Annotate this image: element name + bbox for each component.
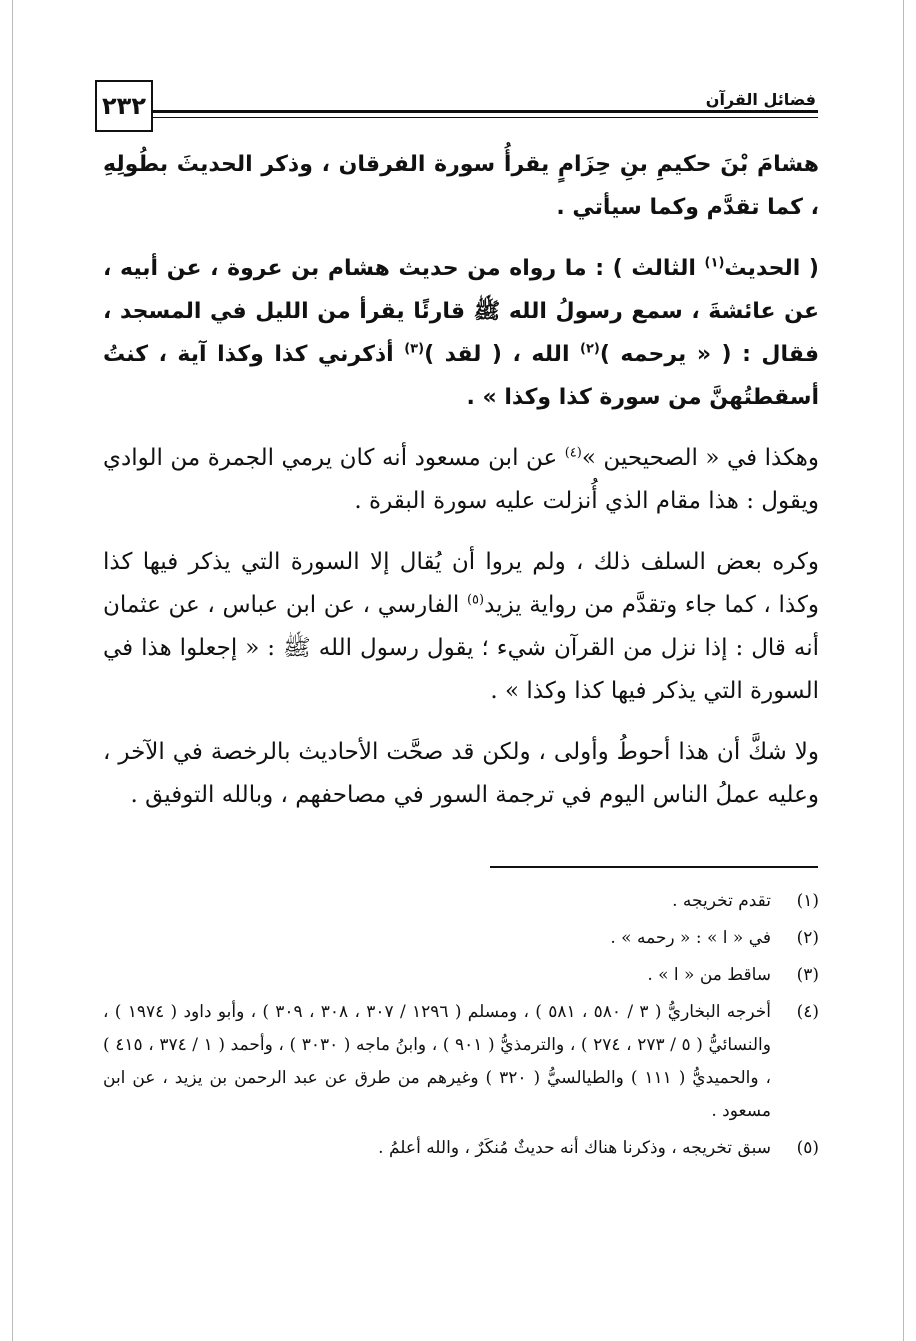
- header-rule-thick: [153, 110, 818, 113]
- footnote-text: في « ا » : « رحمه » .: [610, 928, 771, 948]
- footnote-item: [103, 959, 819, 992]
- footnote-item: [103, 996, 819, 1128]
- footnote-text: سبق تخريجه ، وذكرنا هناك أنه حديثٌ مُنكَرٌ ، والله أعلمُ .: [378, 1138, 771, 1158]
- paragraph-2: ( الحديث$^{(١)}$ الثالث ) : ما رواه من حديث هشام بن عروة ، عن أبيه ، عن عائشةَ ، سمع رسولُ الله ﷺ قارئًا يقرأ من الليل في المسجد ، فقال : ( « يرحمه )$^{(٢)}$ الله ، ( لقد )$^{(٣)}$ أذكرني كذا وكذا آية ، كنتُ أسقطتُهنَّ من سورة كذا وكذا » .: [103, 255, 819, 410]
- footnote-text: أخرجه البخاريُّ ( ٣ / ٥٨٠ ، ٥٨١ ) ، ومسلم ( ١٢٩٦ / ٣٠٧ ، ٣٠٨ ، ٣٠٩ ) ، وأبو داود ( ١٩٧٤ ) ، والنسائيُّ ( ٥ / ٢٧٣ ، ٢٧٤ ) ، والترمذيُّ ( ٩٠١ ) ، وابنُ ماجه ( ٣٠٣٠ ) ، وأحمد ( ١ / ٣٧٤ ، ٤١٥ ) ، والحميديُّ ( ١١١ ) والطيالسيُّ ( ٣٢٠ ) وغيرهم من طرق عن عبد الرحمن بن يزيد ، عن ابن مسعود .: [103, 1002, 772, 1121]
- footnote-separator: [490, 866, 818, 868]
- paragraph-3: وهكذا في « الصحيحين »$^{(٤)}$ عن ابن مسعود أنه كان يرمي الجمرة من الوادي ويقول : هذا مقام الذي أُنزلت عليه سورة البقرة .: [103, 445, 820, 514]
- footnote-ref-3[interactable]: (٣): [404, 341, 425, 357]
- footnote-item: [103, 1132, 819, 1165]
- footnote-ref-4[interactable]: (٤): [564, 445, 582, 461]
- footnote-text: ساقط من « ا » .: [647, 965, 771, 985]
- main-text: [103, 143, 819, 835]
- paragraph-5: ولا شكَّ أن هذا أحوطُ وأولى ، ولكن قد صحَّت الأحاديث بالرخصة في الآخر ، وعليه عملُ الناس اليوم في ترجمة السور في مصاحفهم ، وبالله التوفيق .: [103, 739, 819, 808]
- footnote-ref-1[interactable]: (١): [704, 255, 725, 271]
- scan-edge-left: [12, 0, 13, 1341]
- paragraph-4: وكره بعض السلف ذلك ، ولم يروا أن يُقال إلا السورة التي يذكر فيها كذا وكذا ، كما جاء وتقدَّم من رواية يزيد$^{(٥)}$ الفارسي ، عن ابن عباس ، عن عثمان أنه قال : إذا نزل من القرآن شيء ؛ يقول رسول الله ﷺ : « إجعلوا هذا في السورة التي يذكر فيها كذا وكذا » .: [103, 549, 820, 704]
- scan-edge-right: [903, 0, 904, 1341]
- footnote-item: [103, 885, 819, 918]
- footnote-ref-2[interactable]: (٢): [580, 341, 600, 357]
- footnote-number: (٥): [796, 1138, 819, 1158]
- page-header: [95, 80, 818, 142]
- page-number: ٢٣٢: [95, 80, 153, 132]
- running-title: فضائل القرآن: [705, 90, 816, 109]
- header-rule-thin: [153, 117, 818, 118]
- footnote-number: (٢): [796, 928, 819, 948]
- footnote-text: تقدم تخريجه .: [672, 891, 771, 911]
- footnote-item: [103, 922, 819, 955]
- footnote-number: (١): [796, 891, 819, 911]
- footnotes: [103, 885, 819, 1169]
- footnote-number: (٤): [796, 1002, 819, 1022]
- paragraph-1: هشامَ بْنَ حكيمِ بنِ حِزَامٍ يقرأُ سورة الفرقان ، وذكر الحديثَ بطُولِهِ ، كما تقدَّم وكما سيأتي .: [103, 152, 819, 220]
- footnote-ref-5[interactable]: (٥): [466, 592, 485, 608]
- footnote-number: (٣): [796, 965, 819, 985]
